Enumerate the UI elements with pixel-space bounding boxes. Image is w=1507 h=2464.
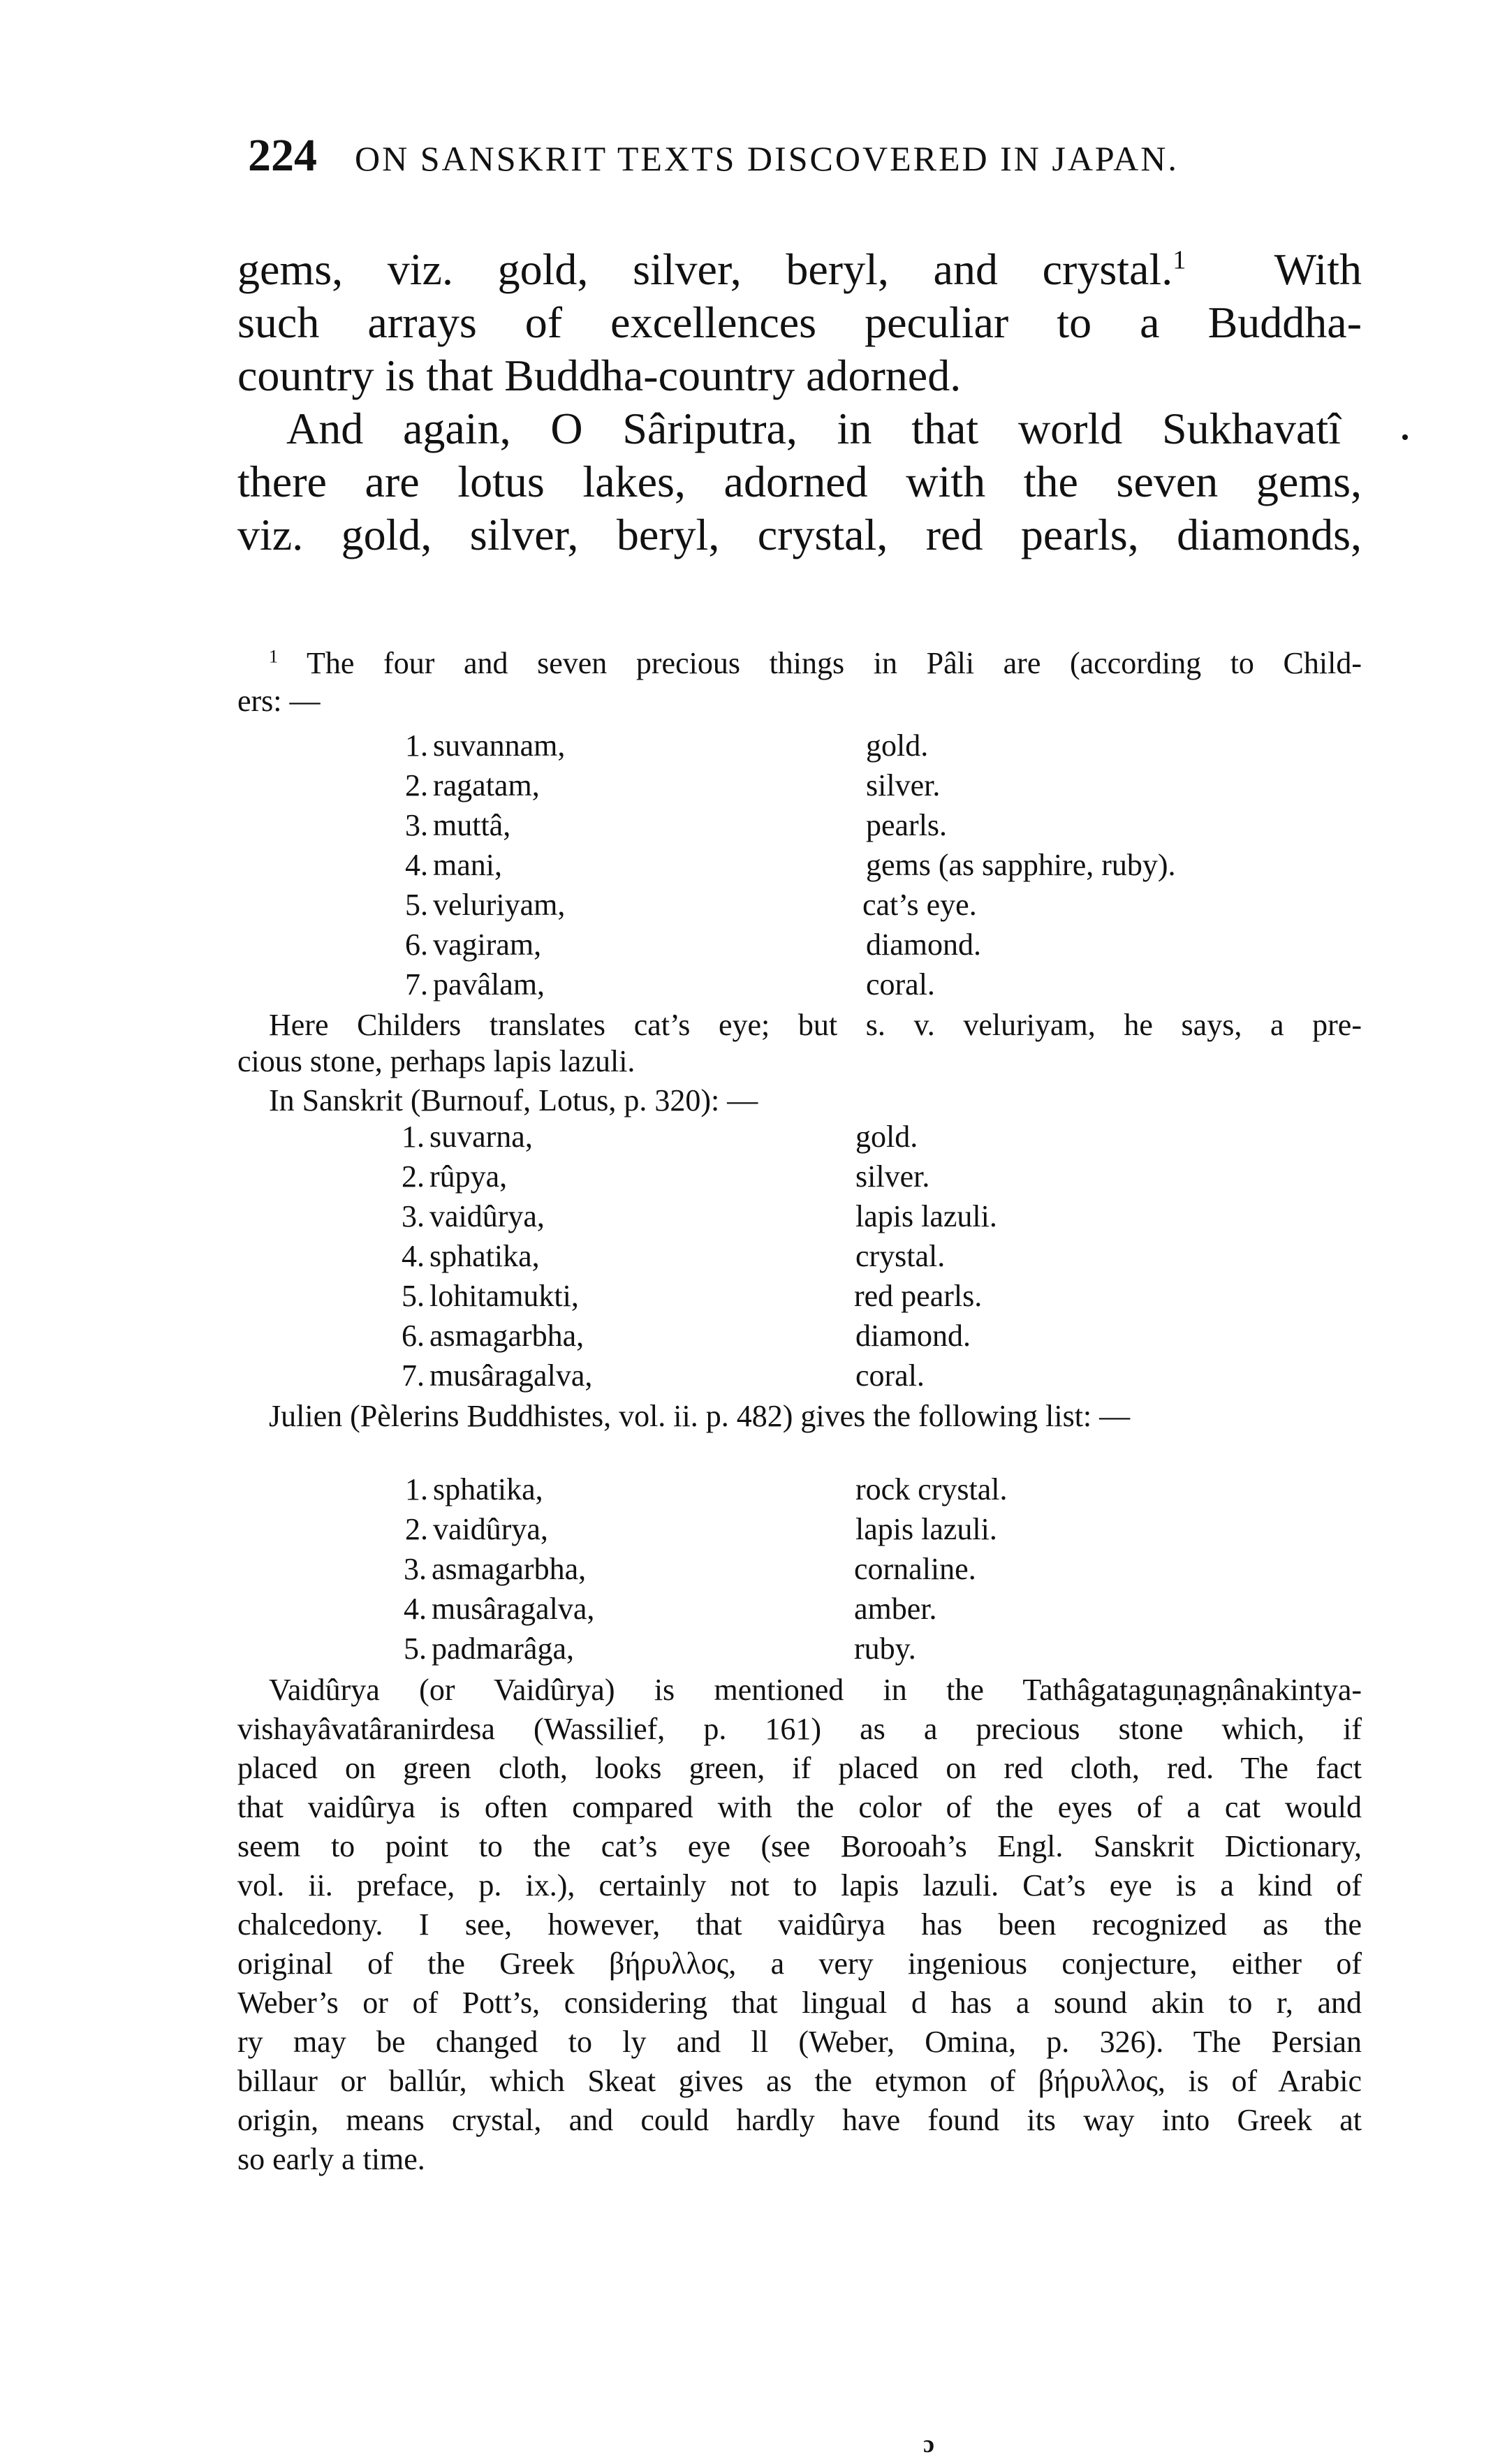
closing-line: original of the Greek βήρυλλος, a very ingenious conjecture, either of [237, 1946, 1362, 1981]
list-item [404, 1629, 1311, 1669]
list-item [405, 846, 1313, 885]
list-num: 4. [404, 1592, 427, 1626]
list-translation: cat’s eye. [862, 888, 977, 922]
list-translation: diamond. [855, 1319, 971, 1353]
list-term: musâragalva, [429, 1358, 593, 1393]
list-num: 1. [402, 1120, 425, 1154]
list-num: 3. [404, 1552, 427, 1586]
list-term: lohitamukti, [429, 1279, 579, 1313]
list-num: 7. [405, 967, 428, 1002]
list-term: pavâlam, [433, 967, 545, 1002]
childers-line-2: cious stone, perhaps lapis lazuli. [237, 1044, 635, 1078]
printer-signature-mark: ɔ [923, 2430, 934, 2458]
list-item [402, 1356, 1309, 1395]
list-term: vaidûrya, [429, 1199, 545, 1233]
stray-dot-mark [1402, 434, 1408, 440]
running-title: ON SANSKRIT TEXTS DISCOVERED IN JAPAN. [355, 139, 1179, 178]
body-line-2: such arrays of excellences peculiar to a Buddha- [237, 298, 1362, 347]
list-item [405, 925, 1313, 965]
list-item [405, 726, 1313, 765]
list-translation: gold. [855, 1120, 918, 1154]
list-num: 6. [402, 1319, 425, 1353]
page-number: 224 [248, 130, 317, 181]
list-item [405, 1470, 1313, 1509]
list-translation: lapis lazuli. [855, 1512, 997, 1546]
list-term: asmagarbha, [429, 1319, 585, 1353]
running-head [248, 131, 1365, 183]
body-line-text: gems, viz. gold, silver, beryl, and crystal. [237, 244, 1173, 294]
list-num: 4. [405, 848, 428, 882]
list-num: 5. [405, 888, 428, 922]
list-item [402, 1237, 1309, 1276]
footnote-marker: 1 [269, 645, 279, 667]
list-term: sphatika, [429, 1239, 540, 1273]
list-num: 6. [405, 927, 428, 962]
list-item [404, 1550, 1311, 1589]
list-translation: ruby. [854, 1631, 916, 1666]
list-item [405, 1510, 1313, 1549]
list-term: padmarâga, [432, 1631, 574, 1666]
list-item [405, 766, 1313, 805]
list-translation: amber. [854, 1592, 937, 1626]
list-term: rûpya, [429, 1159, 508, 1194]
footnote-intro-text: The four and seven precious things in Pâli are (according to Child- [307, 646, 1362, 680]
list-term: vagiram, [433, 927, 542, 962]
body-line-1 [237, 243, 1362, 296]
closing-line: ry may be changed to ly and ll (Weber, Omina, p. 326). The Persian [237, 2025, 1362, 2059]
footnote-ref: 1 [1172, 245, 1186, 275]
list-num: 7. [402, 1358, 425, 1393]
closing-line: seem to point to the cat’s eye (see Borooah’s Engl. Sanskrit Dictionary, [237, 1829, 1362, 1863]
body-line-5: there are lotus lakes, adorned with the seven gems, [237, 457, 1362, 506]
list-item [402, 1317, 1309, 1356]
list-item [402, 1197, 1309, 1236]
list-translation: silver. [855, 1159, 930, 1194]
list-item [402, 1157, 1309, 1196]
list-term: vaidûrya, [433, 1512, 548, 1546]
list-translation: coral. [855, 1358, 925, 1393]
list-translation: lapis lazuli. [855, 1199, 997, 1233]
sanskrit-intro: In Sanskrit (Burnouf, Lotus, p. 320): — [269, 1083, 758, 1117]
body-line-6: viz. gold, silver, beryl, crystal, red pearls, diamonds, [237, 510, 1362, 559]
body-line-3: country is that Buddha-country adorned. [237, 351, 962, 400]
list-item [405, 886, 1313, 925]
body-line-1-suffix: With [1274, 244, 1362, 294]
list-translation: rock crystal. [855, 1472, 1008, 1506]
list-item [404, 1590, 1311, 1629]
list-item [405, 965, 1313, 1004]
closing-line: billaur or ballúr, which Skeat gives as the etymon of βήρυλλος, is of Arabic [237, 2064, 1362, 2098]
closing-line: Vaidûrya (or Vaidûrya) is mentioned in the Tathâgataguṇagṇânakintya- [269, 1673, 1362, 1707]
list-term: sphatika, [433, 1472, 543, 1506]
list-term: musâragalva, [432, 1592, 595, 1626]
closing-line: Weber’s or of Pott’s, considering that lingual d has a sound akin to r, and [237, 1986, 1362, 2020]
list-translation: silver. [866, 768, 941, 802]
closing-line: so early a time. [237, 2142, 425, 2176]
list-translation: crystal. [855, 1239, 946, 1273]
list-num: 1. [405, 728, 428, 763]
list-term: ragatam, [433, 768, 540, 802]
list-num: 4. [402, 1239, 425, 1273]
list-num: 3. [402, 1199, 425, 1233]
list-num: 2. [405, 768, 428, 802]
childers-line-1: Here Childers translates cat’s eye; but s. v. veluriyam, he says, a pre- [269, 1008, 1362, 1042]
closing-line: placed on green cloth, looks green, if placed on red cloth, red. The fact [237, 1751, 1362, 1785]
list-num: 5. [404, 1631, 427, 1666]
list-translation: gems (as sapphire, ruby). [866, 848, 1176, 882]
list-item [402, 1117, 1309, 1157]
list-num: 2. [402, 1159, 425, 1194]
list-num: 2. [405, 1512, 428, 1546]
list-term: asmagarbha, [432, 1552, 587, 1586]
list-term: veluriyam, [433, 888, 566, 922]
list-translation: pearls. [866, 808, 948, 842]
list-item [405, 806, 1313, 845]
list-term: mani, [433, 848, 502, 882]
list-translation: red pearls. [854, 1279, 983, 1313]
list-translation: cornaline. [854, 1552, 976, 1586]
list-term: suvannam, [433, 728, 566, 763]
julien-intro: Julien (Pèlerins Buddhistes, vol. ii. p. 482) gives the following list: — [269, 1399, 1131, 1433]
footnote-intro-line-2: ers: — [237, 684, 321, 718]
list-num: 1. [405, 1472, 428, 1506]
closing-line: that vaidûrya is often compared with the color of the eyes of a cat would [237, 1790, 1362, 1824]
list-translation: gold. [866, 728, 929, 763]
closing-line: chalcedony. I see, however, that vaidûrya has been recognized as the [237, 1907, 1362, 1942]
footnote-intro-line-1 [237, 644, 1362, 683]
list-translation: diamond. [866, 927, 981, 962]
list-item [402, 1277, 1309, 1316]
list-term: suvarna, [429, 1120, 533, 1154]
closing-line: vol. ii. preface, p. ix.), certainly not to lapis lazuli. Cat’s eye is a kind of [237, 1868, 1362, 1902]
list-term: muttâ, [433, 808, 511, 842]
closing-line: origin, means crystal, and could hardly have found its way into Greek at [237, 2103, 1362, 2137]
closing-line: vishayâvatâranirdesa (Wassilief, p. 161) as a precious stone which, if [237, 1712, 1362, 1746]
list-num: 3. [405, 808, 428, 842]
body-line-4: And again, O Sâriputra, in that world Sukhavatî [286, 404, 1341, 453]
list-num: 5. [402, 1279, 425, 1313]
list-translation: coral. [866, 967, 935, 1002]
